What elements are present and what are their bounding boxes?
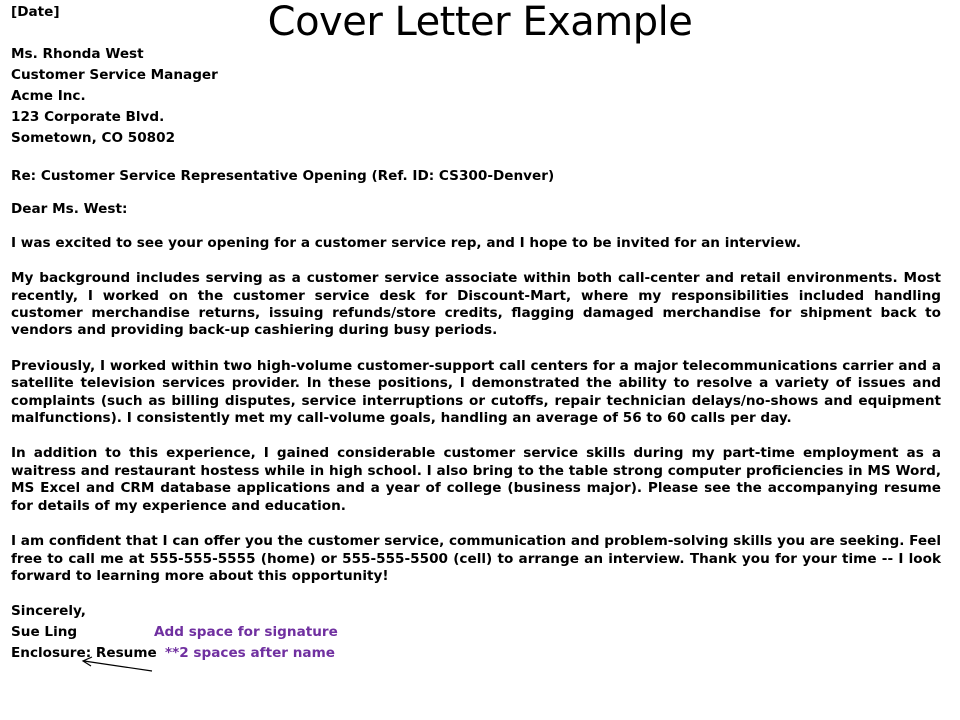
signature-line (11, 624, 941, 645)
annotation-arrow (78, 654, 158, 674)
salutation: Dear Ms. West: (11, 201, 128, 218)
paragraph-previous-experience: Previously, I worked within two high-volume customer-support call centers for a major telecommunications carrier and a satellite television services provider. In these positions, I demonstrated the ability to resolve a variety of issues and complaints (such as billing disputes, service interruptions or cutoffs, repair technician delays/no-shows and equipment malfunctions). I consistently met my call-volume goals, handling an average of 56 to 60 calls per day. (11, 357, 941, 427)
complimentary-close: Sincerely, (11, 603, 86, 620)
paragraph-background: My background includes serving as a customer service associate within both call-center and retail environments. Most recently, I worked on the customer service desk for Discount-Mart, where my responsibilities included handling customer merchandise returns, issuing refunds/store credits, flagging damaged merchandise for shipment back to vendors and providing back-up cashiering during busy periods. (11, 270, 941, 339)
recipient-position: Customer Service Manager (11, 67, 218, 83)
page-title: Cover Letter Example (267, 0, 693, 45)
enclosure-text: Enclosure: Resume (11, 645, 157, 662)
recipient-city: Sometown, CO 50802 (11, 130, 176, 146)
signature-name: Sue Ling (11, 624, 78, 641)
paragraph-additional-skills: In addition to this experience, I gained considerable customer service skills during my part-time employment as a waitress and restaurant hostess while in high school. I also bring to the table strong computer proficiencies in MS Word, MS Excel and CRM database applications and a year of college (business major). Please see the accompanying resume for details of my experience and education. (11, 445, 941, 514)
spacing-note: **2 spaces after name (165, 645, 335, 662)
paragraph-closing: I am confident that I can offer you the customer service, communication and problem-solving skills you are seeking. Feel free to call me at 555-555-5555 (home) or 555-555-5500 (cell) to arrange an interview. Thank you for your time -- I look forward to learning more about this opportunity! (11, 533, 941, 584)
recipient-address (11, 46, 941, 151)
recipient-name: Ms. Rhonda West (11, 46, 144, 62)
paragraph-intro: I was excited to see your opening for a customer service rep, and I hope to be invited for an interview. (11, 234, 802, 251)
recipient-company: Acme Inc. (11, 88, 86, 104)
recipient-street: 123 Corporate Blvd. (11, 109, 165, 125)
arrow-shaft (84, 661, 152, 671)
letter-date: [Date] (11, 4, 60, 20)
subject-line: Re: Customer Service Representative Opening (Ref. ID: CS300-Denver) (11, 168, 555, 184)
signature-space-note: Add space for signature (154, 624, 338, 641)
cover-letter (11, 4, 941, 666)
